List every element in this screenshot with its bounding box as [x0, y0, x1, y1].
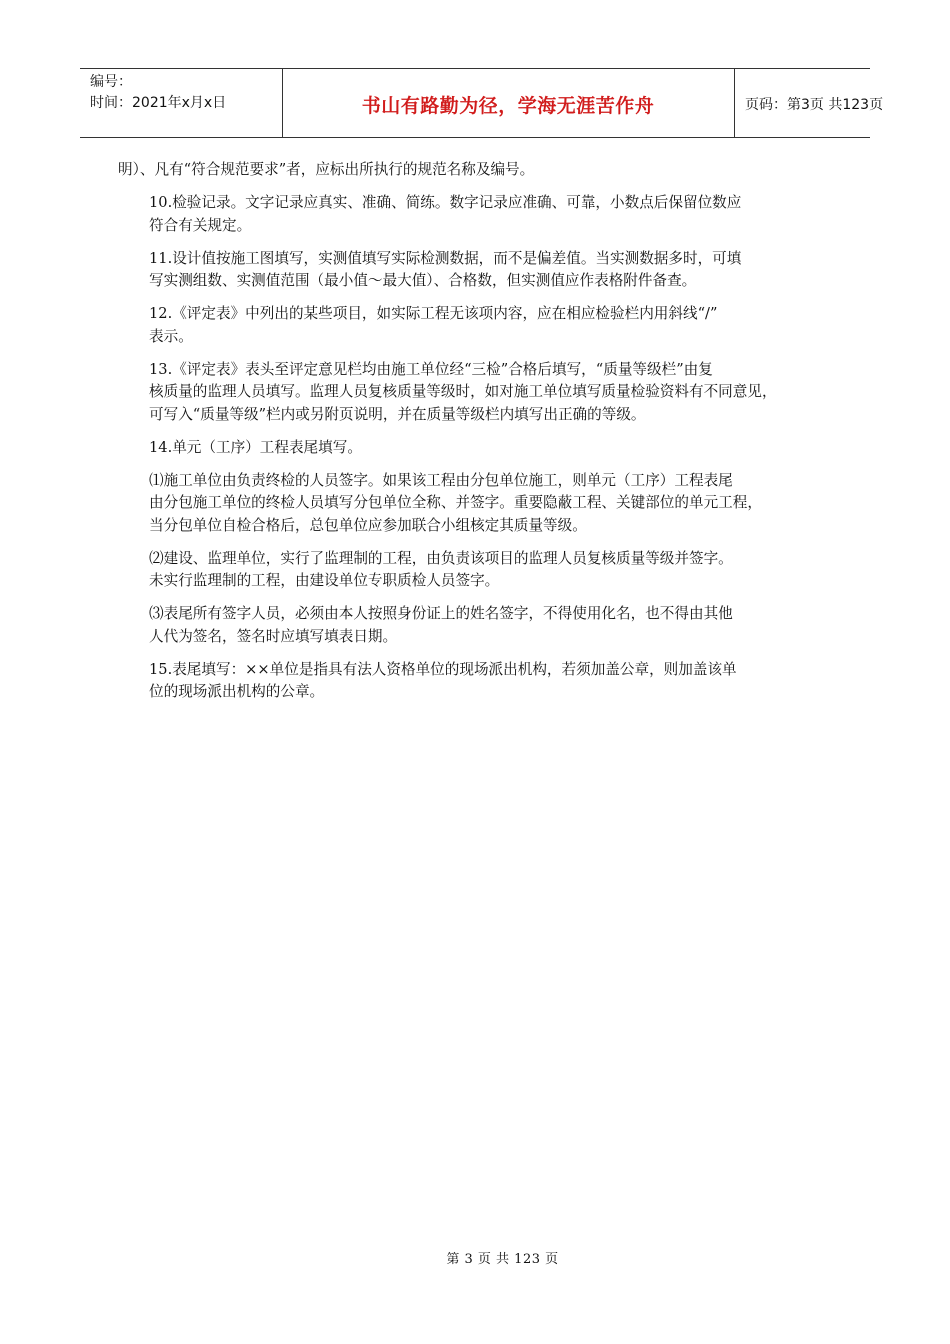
- text-line: ⑶表尾所有签字人员，必须由本人按照身份证上的姓名签字，不得使用化名，也不得由其他: [149, 605, 733, 622]
- text-line: 表示。: [149, 327, 193, 345]
- text-line: 由分包施工单位的终检人员填写分包单位全称、并签字。重要隐蔽工程、关键部位的单元工程，: [149, 494, 762, 511]
- paragraph-item-14: [118, 437, 838, 460]
- header-motto: 书山有路勤为径，学海无涯苦作舟: [361, 95, 655, 117]
- paragraph-item-15: [118, 659, 838, 704]
- text-line: 核质量的监理人员填写。监理人员复核质量等级时，如对施工单位填写质量检验资料有不同意见，: [149, 383, 777, 400]
- paragraph-item-10: [118, 192, 838, 237]
- paragraph-item-11: [118, 248, 838, 293]
- text-line: 符合有关规定。: [149, 216, 252, 234]
- header-left-cell: [80, 69, 283, 137]
- text-line: 10.检验记录。文字记录应真实、准确、简练。数字记录应准确、可靠，小数点后保留位数应: [149, 194, 742, 211]
- paragraph-item-12: [118, 303, 838, 348]
- paragraph-subitem-1: [118, 470, 838, 538]
- serial-number-label: 编号：: [90, 74, 132, 90]
- page-header: [80, 68, 884, 138]
- text-line: 15.表尾填写：××单位是指具有法人资格单位的现场派出机构，若须加盖公章，则加盖该单: [149, 660, 737, 678]
- text-line: 写实测组数、实测值范围（最小值～最大值）、合格数，但实测值应作表格附件备查。: [149, 272, 697, 289]
- paragraph-item-13: [118, 359, 838, 427]
- text-line: ⑵建设、监理单位，实行了监理制的工程，由负责该项目的监理人员复核质量等级并签字。: [149, 549, 733, 567]
- text-line: 13.《评定表》表头至评定意见栏均由施工单位经“三检”合格后填写，“质量等级栏”由复: [149, 360, 713, 378]
- text-line: 11.设计值按施工图填写，实测值填写实际检测数据，而不是偏差值。当实测数据多时，可填: [149, 249, 742, 267]
- header-page-info: 页码：第3页 共123页: [745, 97, 884, 113]
- document-body: [118, 159, 838, 714]
- header-page-cell: [734, 69, 884, 137]
- text-line: 明）、凡有“符合规范要求”者，应标出所执行的规范名称及编号。: [118, 161, 535, 178]
- text-line: ⑴施工单位由负责终检的人员签字。如果该工程由分包单位施工，则单元（工序）工程表尾: [149, 471, 733, 489]
- text-line: 14.单元（工序）工程表尾填写。: [149, 438, 362, 456]
- text-line: 当分包单位自检合格后，总包单位应参加联合小组核定其质量等级。: [149, 516, 587, 534]
- paragraph-subitem-3: [118, 603, 838, 648]
- text-line: 未实行监理制的工程，由建设单位专职质检人员签字。: [149, 572, 500, 589]
- text-line: 人代为签名，签名时应填写填表日期。: [149, 627, 398, 645]
- text-line: 可写入“质量等级”栏内或另附页说明，并在质量等级栏内填写出正确的等级。: [149, 405, 646, 423]
- paragraph-subitem-2: [118, 548, 838, 593]
- text-line: 位的现场派出机构的公章。: [149, 683, 325, 700]
- text-line: 12.《评定表》中列出的某些项目，如实际工程无该项内容，应在相应检验栏内用斜线“/”: [149, 305, 718, 322]
- page-footer: 第 3 页 共 123 页: [446, 1252, 559, 1267]
- date-label: 时间：2021年x月x日: [90, 95, 227, 111]
- header-motto-cell: [282, 69, 735, 137]
- paragraph-continuation: [118, 159, 838, 182]
